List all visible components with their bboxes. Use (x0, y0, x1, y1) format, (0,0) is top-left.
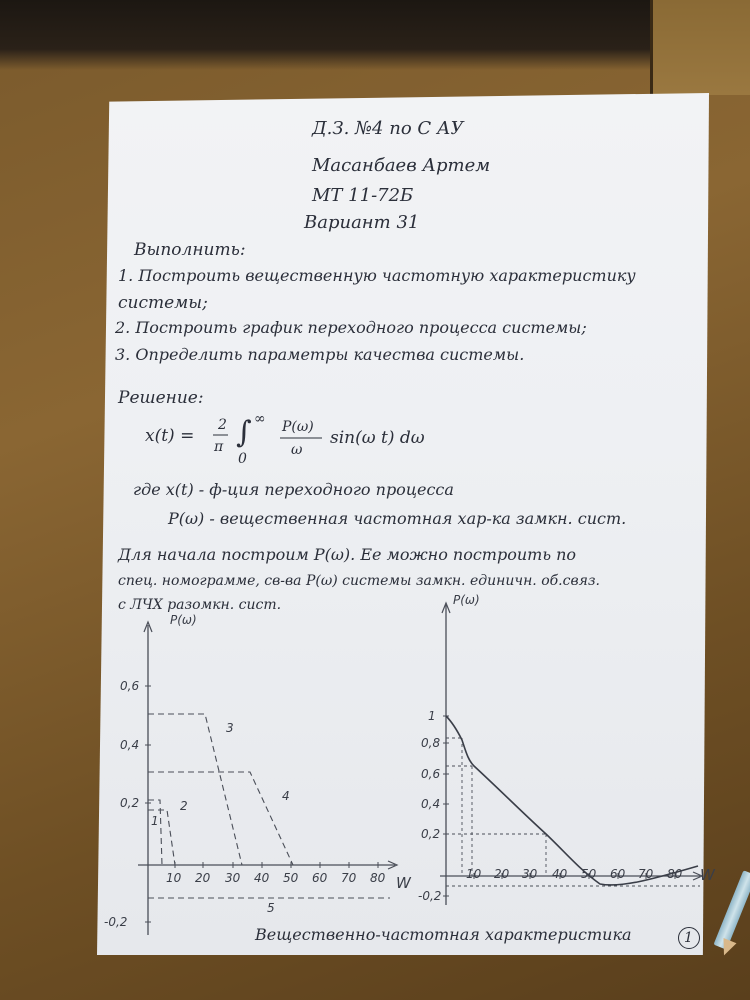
formula-coef-num: 2 (218, 417, 227, 433)
task-item-1-cont: системы; (118, 293, 208, 313)
right-x-tick: 70 (638, 867, 654, 881)
left-y-axis-label: P(ω) (170, 613, 197, 627)
solution-heading: Решение: (118, 388, 204, 408)
right-y-tick: 0,4 (421, 797, 441, 811)
right-result-curve (446, 716, 698, 885)
formula-coef-den: π (214, 439, 224, 455)
left-chart (138, 622, 397, 935)
left-y-tick: 0,2 (120, 796, 140, 810)
author-name: Масанбаев Артем (312, 155, 491, 176)
right-x-tick: 80 (667, 867, 683, 881)
left-curve-label-4: 4 (282, 789, 290, 803)
task-heading: Выполнить: (134, 240, 246, 260)
task-item-2: 2. Построить график переходного процесса системы; (115, 318, 587, 337)
formula-int-upper: ∞ (254, 411, 266, 427)
right-y-tick: -0,2 (418, 889, 442, 903)
right-x-tick: 30 (522, 867, 538, 881)
integral-sign: ∫ (236, 415, 252, 450)
left-x-tick: 20 (195, 871, 211, 885)
paragraph-line-2: спец. номограмме, св-ва P(ω) системы замкн. единичн. об.связ. (118, 573, 600, 589)
left-x-tick: 10 (166, 871, 182, 885)
where-line-1: где x(t) - ф-ция переходного процесса (133, 480, 454, 499)
right-y-axis-label: P(ω) (453, 593, 480, 607)
student-group: МТ 11-72Б (312, 185, 414, 206)
left-x-axis-label: W (396, 874, 411, 892)
right-x-tick: 40 (552, 867, 568, 881)
left-curve-label-3: 3 (226, 721, 234, 735)
right-y-tick: 0,2 (421, 827, 441, 841)
task-item-3: 3. Определить параметры качества системы. (115, 345, 525, 364)
left-curve-label-5: 5 (267, 901, 275, 915)
left-x-tick: 50 (283, 871, 299, 885)
paragraph-line-1: Для начала построим P(ω). Ее можно построить по (118, 545, 577, 564)
left-curve-4 (148, 772, 293, 865)
left-x-tick: 30 (225, 871, 241, 885)
right-x-tick: 10 (466, 867, 482, 881)
left-y-tick: -0,2 (104, 915, 128, 929)
formula-lhs: x(t) = (145, 426, 195, 446)
right-y-tick: 1 (428, 709, 436, 723)
right-y-tick: 0,6 (421, 767, 441, 781)
right-x-tick: 20 (494, 867, 510, 881)
homework-title: Д.З. №4 по С АУ (312, 118, 464, 139)
left-x-tick: 40 (254, 871, 270, 885)
left-y-tick: 0,4 (120, 738, 140, 752)
right-x-axis-label: W (700, 866, 715, 884)
right-y-tick: 0,8 (421, 736, 441, 750)
variant-number: Вариант 31 (304, 212, 420, 233)
left-x-tick: 60 (312, 871, 328, 885)
left-curve-label-2: 2 (180, 799, 188, 813)
formula-frac-num: P(ω) (282, 419, 314, 435)
where-line-2: P(ω) - вещественная частотная хар-ка замкн. сист. (168, 509, 627, 528)
paragraph-line-3: с ЛЧХ разомкн. сист. (118, 597, 282, 613)
formula-frac-den: ω (291, 442, 303, 458)
right-chart (440, 603, 702, 905)
figure-caption: Вещественно-частотная характеристика (255, 925, 632, 944)
formula-int-lower: 0 (238, 451, 247, 467)
left-x-tick: 70 (341, 871, 357, 885)
left-x-tick: 80 (370, 871, 386, 885)
left-curve-label-1: 1 (151, 814, 159, 828)
left-y-tick: 0,6 (120, 679, 140, 693)
task-item-1: 1. Построить вещественную частотную характеристику (118, 266, 636, 285)
formula-tail: sin(ω t) dω (330, 428, 425, 448)
right-x-tick: 60 (610, 867, 626, 881)
left-curve-3 (148, 714, 242, 865)
page-number: 1 (684, 930, 693, 946)
right-x-tick: 50 (581, 867, 597, 881)
